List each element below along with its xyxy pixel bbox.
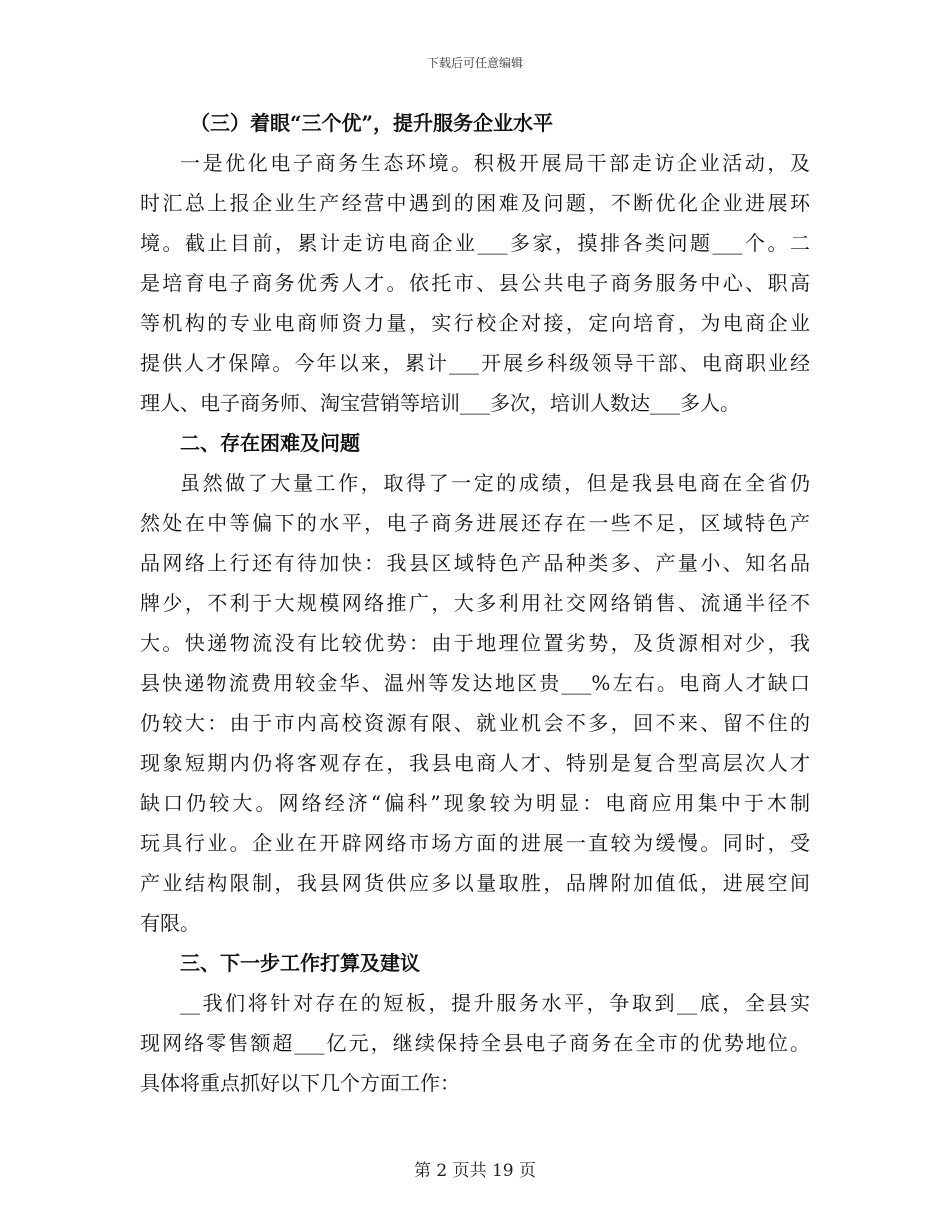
paragraph-next-steps [140, 983, 810, 1103]
section-heading-next-steps: 三、下一步工作打算及建议 [180, 951, 420, 975]
text-line: 缺口仍较大。网络经济“偏科”现象较为明显：电商应用集中于木制 [140, 791, 810, 815]
text-line: 一是优化电子商务生态环境。积极开展局干部走访企业活动，及 [180, 151, 810, 175]
text-line: 等机构的专业电商师资力量，实行校企对接，定向培育，为电商企业 [140, 311, 810, 335]
text-line: 然处在中等偏下的水平，电子商务进展还存在一些不足，区域特色产 [140, 511, 810, 535]
paragraph-problems [140, 463, 810, 943]
text-line: 有限。 [140, 911, 200, 935]
text-line: __我们将针对存在的短板，提升服务水平，争取到__底，全县实 [180, 991, 810, 1015]
text-line: 现网络零售额超___亿元，继续保持全县电子商务在全市的优势地位。 [140, 1031, 810, 1055]
text-line: 玩具行业。企业在开辟网络市场方面的进展一直较为缓慢。同时，受 [140, 831, 810, 855]
page-header-note: 下载后可任意编辑 [426, 56, 523, 70]
text-line: 虽然做了大量工作，取得了一定的成绩，但是我县电商在全省仍 [180, 471, 810, 495]
section-heading-problems: 二、存在困难及问题 [180, 431, 360, 455]
text-line: 时汇总上报企业生产经营中遇到的困难及问题，不断优化企业进展环 [140, 191, 810, 215]
page-number-footer: 第 2 页共 19 页 [413, 1161, 537, 1181]
text-line: 产业结构限制，我县网货供应多以量取胜，品牌附加值低，进展空间 [140, 871, 810, 895]
text-line: 理人、电子商务师、淘宝营销等培训___多次，培训人数达___多人。 [140, 391, 740, 415]
text-line: 现象短期内仍将客观存在，我县电商人才、特别是复合型高层次人才 [140, 751, 810, 775]
text-line: 大。快递物流没有比较优势：由于地理位置劣势，及货源相对少，我 [140, 631, 810, 655]
text-line: 县快递物流费用较金华、温州等发达地区贵___%左右。电商人才缺口 [140, 671, 810, 695]
text-line: 牌少，不利于大规模网络推广，大多利用社交网络销售、流通半径不 [140, 591, 810, 615]
text-line: 品网络上行还有待加快：我县区域特色产品种类多、产量小、知名品 [140, 551, 810, 575]
text-line: 境。截止目前，累计走访电商企业___多家，摸排各类问题___个。二 [140, 231, 810, 255]
text-line: 仍较大：由于市内高校资源有限、就业机会不多，回不来、留不住的 [140, 711, 810, 735]
text-line: 提供人才保障。今年以来，累计___开展乡科级领导干部、电商职业经 [140, 351, 810, 375]
text-line: 是培育电子商务优秀人才。依托市、县公共电子商务服务中心、职高 [140, 271, 810, 295]
text-line: 具体将重点抓好以下几个方面工作： [140, 1071, 460, 1095]
section-heading-improve-service: （三）着眼“三个优”，提升服务企业水平 [190, 111, 554, 135]
paragraph-improve-service [140, 143, 810, 423]
document-body [140, 103, 810, 1103]
